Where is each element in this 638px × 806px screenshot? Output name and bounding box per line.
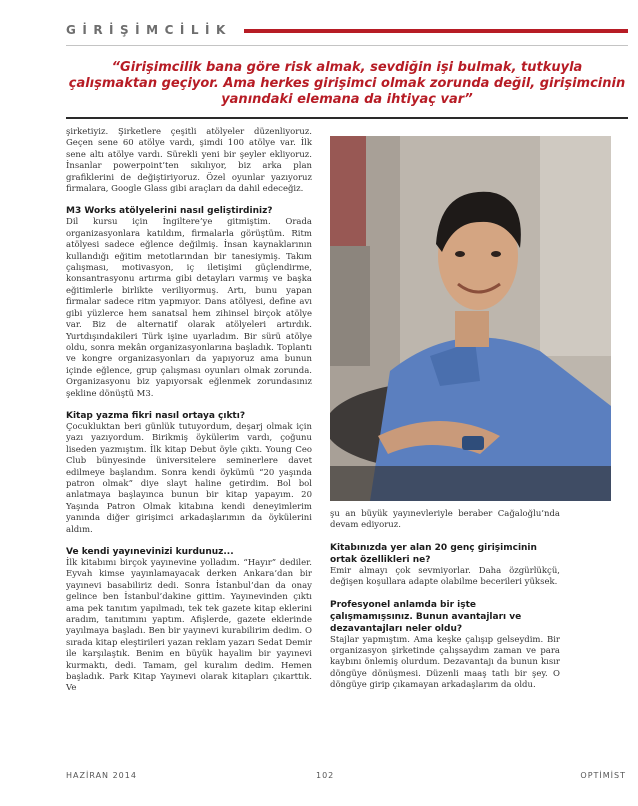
magazine-name: OPTİMİST xyxy=(580,771,626,780)
interview-question: Profesyonel anlamda bir işte çalışmamışsınız. Bunun avantajları ve dezavantajları neler oldu? xyxy=(330,599,522,634)
section-title: GİRİŞİMCİLİK xyxy=(66,23,232,37)
issue-date: HAZİRAN 2014 xyxy=(66,771,137,780)
article-paragraph: şirketiyiz. Şirketlere çeşitli atölyeler düzenliyoruz. Geçen sene 60 atölye vardı, şimdi 100 atölye var. İlk sene altı atölye vardı. Sürekli yeni bir şeyler ekliyoruz. İnsanlar powerpoint’ten sıkılıyor, biz arka plan grafiklerini de değiştiriyoruz. Özel oyunlar yazıyoruz firmalara, Google Glass gibi araçları da dahil edeceğiz. xyxy=(66,127,312,195)
interview-answer: İlk kitabımı birçok yayınevine yolladım. “Hayır” dediler. Eyvah kimse yayınlamayacak derken Ankara’dan bir yayınevi basabiliriz dedi. Sonra İstanbul’dan da onay gelince ben İstanbul’dakine gittim. Yayınevinden çıktı ama pek tanıtım yapılmadı, tek tek gazete kitap eklerini aradım, tanıtımını yaptım. Afişlerde, gazete eklerinde yayılmaya başladı. Ben bir yayınevi kurabilirim dedim. O sırada kitap eleştirileri yazan reklam yazarı Sedat Demir ile karşılaştık. Benim en büyük hayalim bir yayınevi kurmaktı, dedi. Tamam, gel kuralım dedim. Hemen başladık. Park Kitap Yayınevi olarak kitapları çıkarttık. Ve xyxy=(66,558,312,694)
article-paragraph: şu an büyük yayınevleriyle beraber Cağaloğlu’nda devam ediyoruz. xyxy=(330,509,560,531)
section-divider xyxy=(66,45,628,46)
portrait-illustration xyxy=(330,136,611,501)
interview-answer: Emir almayı çok sevmiyorlar. Daha özgürlükçü, değişen koşullara adapte olabilme becerileri yüksek. xyxy=(330,565,560,588)
interview-question: Kitabınızda yer alan 20 genç girişimcinin ortak özellikleri ne? xyxy=(330,542,537,565)
pull-quote: “Girişimcilik bana göre risk almak, sevdiğin işi bulmak, tutkuyla çalışmaktan geçiyor. Ama herkes girişimci olmak zorunda değil, girişimcinin yanındaki elemana da ihtiyaç var” xyxy=(68,60,626,107)
quote-divider xyxy=(66,117,628,119)
page-number: 102 xyxy=(316,771,335,780)
article-right-column xyxy=(330,509,560,692)
interview-question: Kitap yazma fikri nasıl ortaya çıktı? xyxy=(66,410,246,421)
interviewee-photo xyxy=(330,136,611,501)
interview-answer: Dil kursu için İngiltere’ye gitmiştim. Orada organizasyonlara katıldım, firmalarla görüştüm. Ritm atölyesi sadece eğlence değilmiş. İnsan kaynaklarının kullandığı eğitim metotlarından bir tanesiymiş. Takım çalışması, motivasyon, iç iletişimi güçlendirme, konsantrasyonu artırma gibi detayları varmış ve başka eğitimlerle birlikte veriliyormuş. Artı, bunu yapan firmalar sadece ritm yapmıyor. Dans atölyesi, define avı gibi yüzlerce hem sanatsal hem zihinsel birçok atölye var. Biz de alternatif olarak atölyeleri artırdık. Yurtdışındakileri Türk işine uyarladım. Bir sürü atölye oldu, sonra mekân organizasyonlarına başladık. Toplantı ve kongre organizasyonları da yapıyoruz ama bunun içinde eğlence, grup çalışması oyunları olmak zorunda. Organizasyonu biz yapıyorsak eğlenmek zorundasınız şekline dönüştü M3. xyxy=(66,217,312,399)
section-header xyxy=(66,20,626,52)
interview-question: M3 Works atölyelerini nasıl geliştirdiniz? xyxy=(66,206,273,217)
page-footer xyxy=(66,771,626,785)
section-accent-bar xyxy=(244,29,628,33)
interview-answer: Çocukluktan beri günlük tutuyordum, deşarj olmak için yazı yazıyordum. Birikmiş öykülerim vardı, çoğunu liseden yazmıştım. İlk kitap Debut öyle çıktı. Young Ceo Club bünyesinde üniversitelere seminerlere davet edilmeye başlandım. Sonra kendi öykümü “20 yaşında patron olmak” diye slayt haline getirdim. Bol bol anlatmaya başlayınca bunun bir kitap yapayım. 20 Yaşında Patron Olmak kitabına kendi deneyimlerim yanında diğer girişimci arkadaşlarımın da öykülerini aldım. xyxy=(66,421,312,535)
interview-question: Ve kendi yayınevinizi kurdunuz... xyxy=(66,547,234,557)
interview-answer: Stajlar yapmıştım. Ama keşke çalışıp gelseydim. Bir organizasyon şirketinde çalışsaydım zaman ve para kaybını önlemiş olurdum. Dezavantajı da bunun kısır döngüye dönüşmesi. Düzenli maaş tatlı bir şey. O döngüye girip çıkamayan arkadaşlarım da oldu. xyxy=(330,634,560,691)
article-left-column xyxy=(66,127,312,695)
